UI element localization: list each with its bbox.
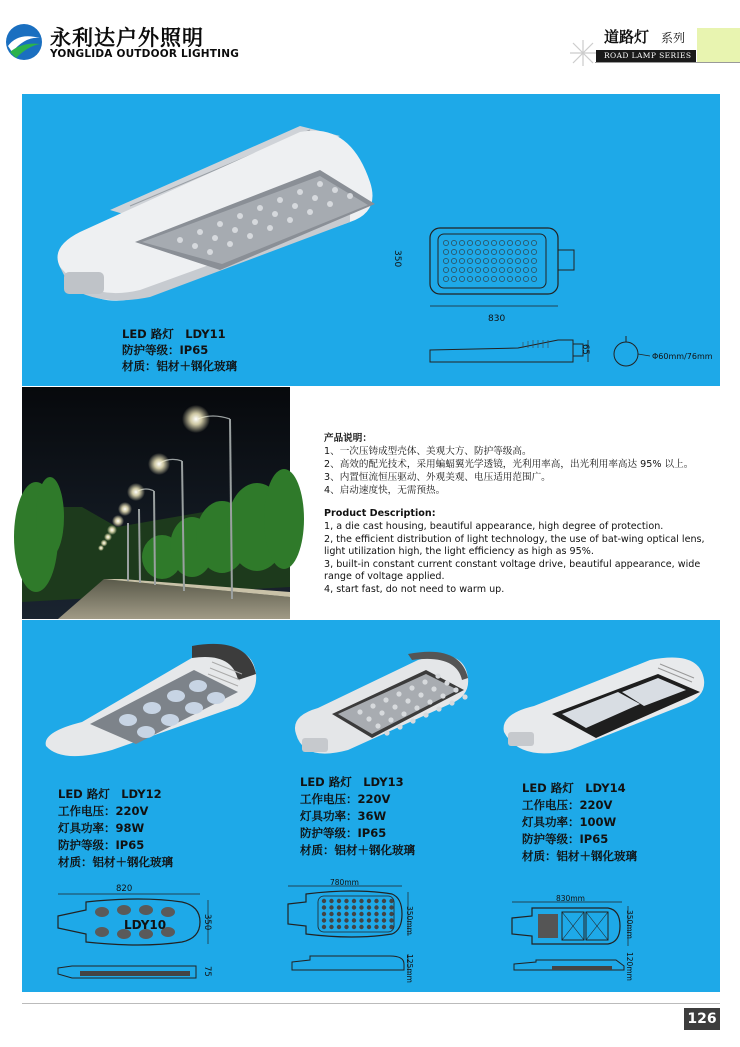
- ldy14-name: LED 路灯 LDY14: [522, 781, 626, 795]
- ldy13-voltage: 工作电压：220V: [300, 792, 391, 806]
- ldy12-material: 材质：铝材＋钢化玻璃: [58, 855, 173, 869]
- desc-cn-title: 产品说明：: [324, 433, 372, 444]
- ldy12-lamp-photo: [42, 640, 262, 760]
- ldy11-protection: 防护等级：IP65: [122, 343, 209, 357]
- ldy13-dim-height: 350mm: [405, 906, 414, 935]
- pole-section-icon: [610, 334, 650, 374]
- desc-en-line: 1, a die cast housing, beautiful appearance, high degree of protection.: [324, 521, 664, 532]
- desc-cn-line: 4、启动速度快，无需预热。: [324, 485, 446, 496]
- ldy14-lamp-photo: [500, 652, 710, 758]
- ldy12-protection: 防护等级：IP65: [58, 838, 145, 852]
- ldy11-lamp-photo: [50, 122, 390, 312]
- ldy11-dim-pole: Φ60mm/76mm: [652, 352, 713, 361]
- desc-cn-line: 2、高效的配光技术，采用蝙蝠翼光学透镜，光利用率高，出光利用率高达 95% 以上。: [324, 459, 694, 470]
- ldy14-material: 材质：铝材＋钢化玻璃: [522, 849, 637, 863]
- desc-en-line: range of voltage applied.: [324, 571, 445, 582]
- street-night-photo: [22, 387, 290, 619]
- ldy12-dim-height: 350: [202, 914, 212, 931]
- series-accent-block: [697, 28, 740, 62]
- desc-en-line: 4, start fast, do not need to warm up.: [324, 584, 505, 595]
- ldy14-front-drawing: [508, 902, 632, 950]
- ldy14-dim-height: 350mm: [625, 910, 634, 939]
- series-title-en: ROAD LAMP SERIES: [604, 51, 692, 60]
- ldy14-power: 灯具功率：100W: [522, 815, 617, 829]
- ldy11-dim-width: 830: [488, 314, 506, 324]
- desc-en-line: 3, built-in constant current constant voltage drive, beautiful appearance, wide: [324, 559, 701, 570]
- ldy11-name: LED 路灯 LDY11: [122, 327, 226, 341]
- desc-en-line: light utilization high, the light efficiency as high as 95%.: [324, 546, 594, 557]
- ldy11-dim-height: 350: [392, 250, 402, 268]
- ldy13-side-drawing: [290, 952, 412, 976]
- ldy11-led-grid: [440, 237, 540, 287]
- ldy13-front-drawing: [284, 886, 412, 942]
- header-rule: [595, 62, 740, 63]
- ldy14-side-drawing: [512, 956, 632, 976]
- ldy14-dim-depth: 120mm: [625, 952, 634, 981]
- footer-rule: [22, 1003, 720, 1004]
- desc-cn-line: 3、内置恒流恒压驱动、外观美观、电压适用范围广。: [324, 472, 551, 483]
- ldy14-voltage: 工作电压：220V: [522, 798, 613, 812]
- ldy14-dim-width: 830mm: [556, 894, 585, 903]
- ldy12-power: 灯具功率：98W: [58, 821, 145, 835]
- page-number: 126: [684, 1008, 720, 1030]
- ldy13-protection: 防护等级：IP65: [300, 826, 387, 840]
- ldy13-name: LED 路灯 LDY13: [300, 775, 404, 789]
- ldy13-material: 材质：铝材＋钢化玻璃: [300, 843, 415, 857]
- ldy13-lamp-photo: [288, 650, 478, 760]
- ldy12-drawing-label: LDY10: [124, 918, 167, 932]
- ldy12-voltage: 工作电压：220V: [58, 804, 149, 818]
- ldy13-power: 灯具功率：36W: [300, 809, 387, 823]
- brand-name-en: YONGLIDA OUTDOOR LIGHTING: [50, 48, 240, 60]
- brand-name-cn: 永利达户外照明: [50, 26, 204, 50]
- series-title: 道路灯: [604, 28, 650, 46]
- ldy13-dim-depth: 125mm: [405, 954, 414, 983]
- snowflake-decoration-icon: [568, 38, 598, 68]
- desc-cn-line: 1、一次压铸成型壳体、美观大方、防护等级高。: [324, 446, 532, 457]
- ldy11-material: 材质：铝材＋钢化玻璃: [122, 359, 237, 373]
- desc-en-line: 2, the efficient distribution of light technology, the use of bat-wing optical lens,: [324, 534, 705, 545]
- ldy11-side-drawing: [428, 336, 593, 376]
- ldy13-dim-width: 780mm: [330, 878, 359, 887]
- ldy12-side-drawing: [56, 962, 206, 982]
- series-suffix: 系列: [661, 31, 686, 45]
- desc-en-title: Product Description:: [324, 508, 436, 519]
- ldy11-dim-depth: 65: [580, 344, 590, 355]
- ldy14-protection: 防护等级：IP65: [522, 832, 609, 846]
- brand-logo-icon: [4, 22, 44, 62]
- ldy12-dim-width: 820: [116, 884, 133, 894]
- ldy12-dim-depth: 75: [202, 966, 212, 977]
- ldy12-name: LED 路灯 LDY12: [58, 787, 162, 801]
